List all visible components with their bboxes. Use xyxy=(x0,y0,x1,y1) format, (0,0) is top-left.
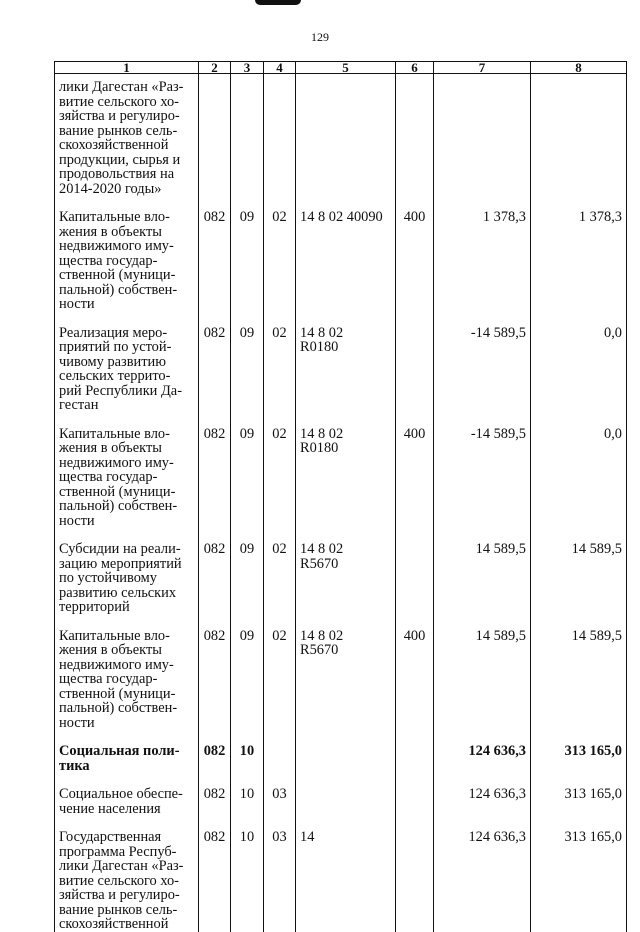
subsection-code: 02 xyxy=(264,528,296,615)
expense-type-code xyxy=(396,312,434,413)
ministry-code: 082 xyxy=(199,196,231,312)
row-name: Капитальные вло- жения в объекты недвижимого иму- щества государ- ственной (муници- пальной) собствен- ности xyxy=(55,615,199,731)
amount-total: 0,0 xyxy=(531,413,627,529)
target-article-code: 14 8 02 R0180 xyxy=(296,312,396,413)
subsection-code: 02 xyxy=(264,615,296,731)
row-name: Социальная поли- тика xyxy=(55,730,199,773)
target-article-code xyxy=(296,773,396,816)
scan-mark xyxy=(255,0,301,5)
ministry-code: 082 xyxy=(199,773,231,816)
target-article-code xyxy=(296,74,396,197)
expense-type-code xyxy=(396,773,434,816)
amount-change: 124 636,3 xyxy=(434,730,531,773)
ministry-code: 082 xyxy=(199,312,231,413)
table-row xyxy=(55,730,627,773)
header-cell: 7 xyxy=(434,62,531,74)
table-row xyxy=(55,528,627,615)
amount-total: 0,0 xyxy=(531,312,627,413)
header-cell: 4 xyxy=(264,62,296,74)
section-code: 09 xyxy=(231,312,264,413)
amount-change: 1 378,3 xyxy=(434,196,531,312)
amount-change: 14 589,5 xyxy=(434,615,531,731)
target-article-code: 14 8 02 R5670 xyxy=(296,615,396,731)
header-cell: 8 xyxy=(531,62,627,74)
header-cell: 5 xyxy=(296,62,396,74)
target-article-code: 14 8 02 40090 xyxy=(296,196,396,312)
subsection-code: 03 xyxy=(264,816,296,932)
ministry-code: 082 xyxy=(199,615,231,731)
header-cell: 1 xyxy=(55,62,199,74)
subsection-code xyxy=(264,730,296,773)
table-row xyxy=(55,413,627,529)
target-article-code xyxy=(296,730,396,773)
section-code: 10 xyxy=(231,730,264,773)
expense-type-code xyxy=(396,74,434,197)
expense-type-code: 400 xyxy=(396,196,434,312)
row-name: Капитальные вло- жения в объекты недвижимого иму- щества государ- ственной (муници- пальной) собствен- ности xyxy=(55,196,199,312)
budget-table xyxy=(54,61,627,932)
table-row xyxy=(55,816,627,932)
amount-total xyxy=(531,74,627,197)
amount-total: 313 165,0 xyxy=(531,730,627,773)
header-cell: 6 xyxy=(396,62,434,74)
amount-total: 313 165,0 xyxy=(531,816,627,932)
row-name: лики Дагестан «Раз- витие сельского хо- зяйства и регулиро- вание рынков сель- скохозяйственной продукции, сырья и продовольствия на 2014-2020 годы» xyxy=(55,74,199,197)
ministry-code xyxy=(199,74,231,197)
ministry-code: 082 xyxy=(199,413,231,529)
table-row xyxy=(55,74,627,197)
amount-total: 14 589,5 xyxy=(531,615,627,731)
expense-type-code: 400 xyxy=(396,413,434,529)
table-row xyxy=(55,312,627,413)
subsection-code: 02 xyxy=(264,196,296,312)
section-code: 09 xyxy=(231,413,264,529)
ministry-code: 082 xyxy=(199,528,231,615)
row-name: Капитальные вло- жения в объекты недвижимого иму- щества государ- ственной (муници- пальной) собствен- ности xyxy=(55,413,199,529)
amount-change: -14 589,5 xyxy=(434,312,531,413)
header-cell: 2 xyxy=(199,62,231,74)
amount-total: 14 589,5 xyxy=(531,528,627,615)
table-header-row xyxy=(55,62,627,74)
table-row xyxy=(55,773,627,816)
section-code: 10 xyxy=(231,773,264,816)
section-code: 09 xyxy=(231,196,264,312)
subsection-code: 03 xyxy=(264,773,296,816)
expense-type-code xyxy=(396,528,434,615)
row-name: Государственная программа Респуб- лики Дагестан «Раз- витие сельского хо- зяйства и регулиро- вание рынков сель- скохозяйственной xyxy=(55,816,199,932)
expense-type-code: 400 xyxy=(396,615,434,731)
subsection-code: 02 xyxy=(264,413,296,529)
subsection-code xyxy=(264,74,296,197)
amount-change: -14 589,5 xyxy=(434,413,531,529)
ministry-code: 082 xyxy=(199,730,231,773)
target-article-code: 14 xyxy=(296,816,396,932)
page-number: 129 xyxy=(311,30,329,44)
section-code: 09 xyxy=(231,528,264,615)
section-code xyxy=(231,74,264,197)
row-name: Социальное обеспе- чение населения xyxy=(55,773,199,816)
section-code: 10 xyxy=(231,816,264,932)
row-name: Субсидии на реали- зацию мероприятий по устойчивому развитию сельских территорий xyxy=(55,528,199,615)
expense-type-code xyxy=(396,816,434,932)
amount-total: 313 165,0 xyxy=(531,773,627,816)
expense-type-code xyxy=(396,730,434,773)
header-cell: 3 xyxy=(231,62,264,74)
target-article-code: 14 8 02 R0180 xyxy=(296,413,396,529)
amount-change: 14 589,5 xyxy=(434,528,531,615)
ministry-code: 082 xyxy=(199,816,231,932)
amount-change xyxy=(434,74,531,197)
section-code: 09 xyxy=(231,615,264,731)
subsection-code: 02 xyxy=(264,312,296,413)
amount-total: 1 378,3 xyxy=(531,196,627,312)
table-row xyxy=(55,196,627,312)
table-row xyxy=(55,615,627,731)
target-article-code: 14 8 02 R5670 xyxy=(296,528,396,615)
amount-change: 124 636,3 xyxy=(434,773,531,816)
row-name: Реализация меро- приятий по устой- чивому развитию сельских террито- рий Республики Да- гестан xyxy=(55,312,199,413)
amount-change: 124 636,3 xyxy=(434,816,531,932)
